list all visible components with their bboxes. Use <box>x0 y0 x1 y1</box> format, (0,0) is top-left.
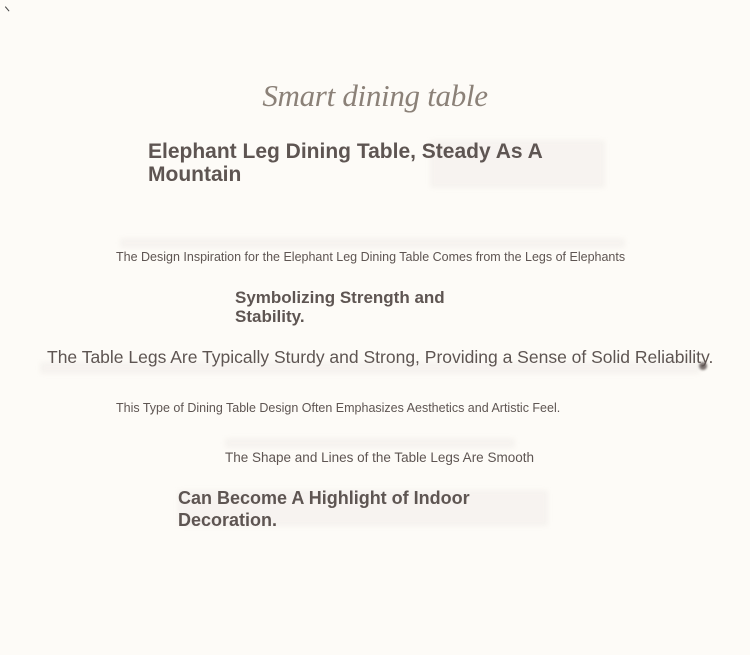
text-line-strength: Symbolizing Strength and Stability. <box>235 288 445 326</box>
text-line-design-inspiration: The Design Inspiration for the Elephant Leg Dining Table Comes from the Legs of Elephants <box>116 250 626 264</box>
text-line-shape: The Shape and Lines of the Table Legs Are Smooth <box>225 450 534 465</box>
haze-band <box>225 438 515 448</box>
haze-band <box>120 238 625 248</box>
page-title: Smart dining table <box>262 78 488 113</box>
text-line-aesthetics: This Type of Dining Table Design Often Emphasizes Aesthetics and Artistic Feel. <box>116 401 561 415</box>
text-line-table-legs: The Table Legs Are Typically Sturdy and Strong, Providing a Sense of Solid Reliability. <box>47 347 714 367</box>
headline: Elephant Leg Dining Table, Steady As A Mountain <box>148 140 542 186</box>
corner-mark <box>5 2 14 11</box>
text-line-highlight: Can Become A Highlight of Indoor Decoration. <box>178 488 470 530</box>
